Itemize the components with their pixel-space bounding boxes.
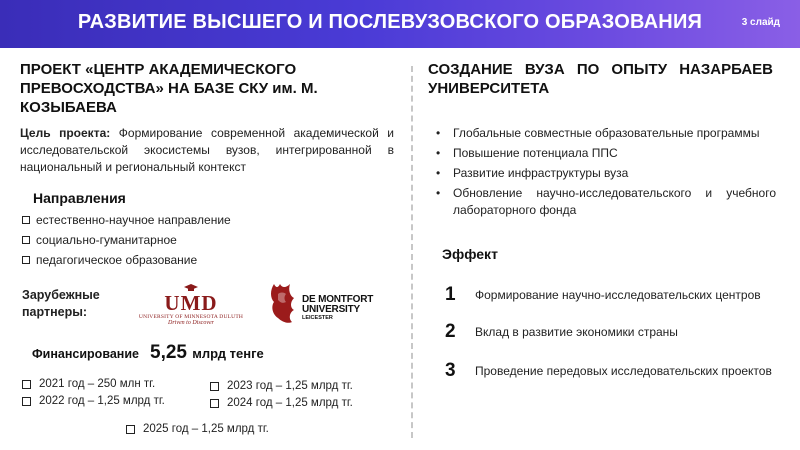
- column-divider: [411, 66, 413, 438]
- list-item: • Повышение потенциала ППС: [436, 145, 776, 162]
- goal-label: Цель проекта:: [20, 126, 111, 140]
- checkbox-icon: [22, 380, 31, 389]
- dmu-name-line1: DE MONTFORT: [302, 294, 374, 305]
- list-item: • Развитие инфраструктуры вуза: [436, 165, 776, 182]
- project-goal: [20, 125, 394, 176]
- umd-motto: Driven to Discover: [168, 320, 214, 326]
- effect-number: 1: [445, 284, 456, 305]
- checkbox-icon: [22, 256, 30, 264]
- right-title-line1: СОЗДАНИЕ ВУЗА ПО ОПЫТУ НАЗАРБАЕВ: [428, 61, 773, 78]
- page-title: РАЗВИТИЕ ВЫСШЕГО И ПОСЛЕВУЗОВСКОГО ОБРАЗОВАНИЯ: [77, 11, 703, 33]
- dmu-city: LEICESTER: [302, 315, 333, 321]
- header-banner: [0, 0, 800, 48]
- checkbox-icon: [22, 397, 31, 406]
- checkbox-icon: [22, 216, 30, 224]
- effect-text: Проведение передовых исследовательских проектов: [475, 364, 772, 378]
- year-item: 2024 год – 1,25 млрд тг.: [210, 397, 353, 409]
- financing-unit: млрд тенге: [192, 346, 264, 361]
- right-section-title: [428, 60, 773, 98]
- effect-number: 2: [445, 321, 456, 342]
- checkbox-icon: [126, 425, 135, 434]
- year-item: 2025 год – 1,25 млрд тг.: [126, 423, 269, 435]
- effect-text: Вклад в развитие экономики страны: [475, 325, 678, 339]
- right-title-line2: УНИВЕРСИТЕТА: [428, 80, 550, 97]
- umd-logo: [136, 284, 246, 328]
- effect-item: [445, 321, 678, 343]
- dmu-logo: [268, 280, 398, 326]
- list-item: естественно-научное направление: [22, 210, 231, 230]
- left-section-title: ПРОЕКТ «ЦЕНТР АКАДЕМИЧЕСКОГО ПРЕВОСХОДСТВА» НА БАЗЕ СКУ им. М. КОЗЫБАЕВА: [20, 61, 318, 116]
- directions-list: [22, 210, 231, 270]
- list-item: педагогическое образование: [22, 250, 231, 270]
- goal-text: Формирование современной академической и исследовательской экосистемы вузов, интегрированной в национальный и региональный контекст: [20, 126, 394, 174]
- initiatives-list: [436, 125, 776, 222]
- year-item: 2022 год – 1,25 млрд тг.: [22, 395, 165, 407]
- checkbox-icon: [210, 399, 219, 408]
- slide-number: 3 слайд: [741, 17, 780, 28]
- effect-heading: Эффект: [442, 246, 498, 262]
- directions-heading: Направления: [33, 190, 126, 206]
- checkbox-icon: [22, 236, 30, 244]
- dmu-name-line2: UNIVERSITY: [302, 304, 361, 315]
- financing-label: Финансирование: [32, 347, 139, 361]
- dmu-crest-icon: [268, 280, 298, 326]
- umd-wordmark: UMD: [164, 291, 218, 315]
- list-item: социально-гуманитарное: [22, 230, 231, 250]
- umd-subtitle: UNIVERSITY OF MINNESOTA DULUTH: [138, 314, 244, 320]
- effect-item: [445, 360, 772, 382]
- year-item: 2021 год – 250 млн тг.: [22, 378, 155, 390]
- financing-total: [150, 342, 264, 364]
- list-item: • Глобальные совместные образовательные программы: [436, 125, 776, 142]
- effect-text: Формирование научно-исследовательских центров: [475, 288, 761, 302]
- year-item: 2023 год – 1,25 млрд тг.: [210, 380, 353, 392]
- effect-item: [445, 284, 761, 306]
- financing-amount: 5,25: [150, 342, 187, 363]
- list-item: • Обновление научно-исследовательского и учебного лабораторного фонда: [436, 185, 776, 219]
- effect-number: 3: [445, 360, 456, 381]
- checkbox-icon: [210, 382, 219, 391]
- partners-label: Зарубежные партнеры:: [22, 288, 100, 319]
